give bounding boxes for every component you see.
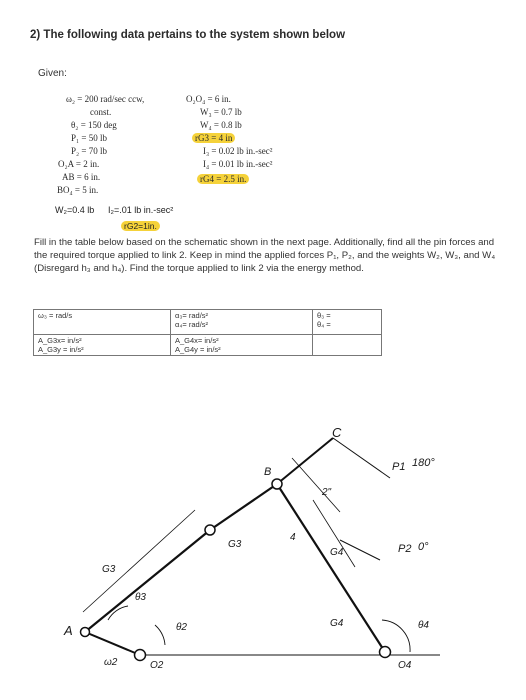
label-p1-angle: 180°	[412, 457, 435, 469]
label-g3-pin: G3	[228, 539, 242, 550]
label-g3-dim: G3	[102, 564, 116, 575]
link-3-upper	[210, 484, 277, 530]
w2-value: W₂=0.4 lb	[55, 205, 95, 215]
link-3-lower	[85, 530, 210, 632]
link-c	[277, 438, 333, 484]
c-dimension-line	[292, 458, 340, 512]
label-o4: O4	[398, 660, 412, 671]
pin-b	[272, 479, 282, 489]
label-b: B	[264, 466, 272, 478]
w4-value: W₄ = 0.8 lb	[200, 120, 242, 130]
p1-value: P₁ = 50 lb	[71, 133, 107, 143]
pin-a	[81, 628, 90, 637]
label-c: C	[332, 425, 342, 440]
label-theta2: θ2	[176, 622, 187, 633]
theta2-value: θ₂ = 150 deg	[71, 120, 117, 130]
p1-arrow	[333, 438, 390, 478]
question-title: 2) The following data pertains to the system shown below	[30, 29, 346, 41]
table-cell-theta[interactable]: θ₃ = θ₄ =	[313, 310, 382, 335]
const-note: const.	[90, 107, 112, 117]
label-g4-dim: G4	[330, 618, 344, 629]
o2a-value: O₂A = 2 in.	[58, 159, 100, 169]
label-a: A	[64, 623, 73, 638]
bo4-value: BO₄ = 5 in.	[57, 185, 99, 195]
given-label: Given:	[38, 68, 67, 79]
label-p1: P1	[392, 461, 406, 473]
label-p2: P2	[398, 543, 412, 555]
table-cell-ag3[interactable]: A_G3x= in/s² A_G3y = in/s²	[34, 335, 171, 356]
i3-value: I₃ = 0.02 lb in.-sec²	[203, 146, 273, 156]
pin-o4	[380, 647, 391, 658]
rg4-value: rG4 = 2.5 in.	[197, 174, 249, 184]
i2-value: I₂=.01 lb in.-sec²	[108, 205, 174, 215]
table-cell-alpha[interactable]: α₃= rad/s² α₄= rad/s²	[171, 310, 313, 335]
p2-value: P₂ = 70 lb	[71, 146, 107, 156]
label-omega2: ω2	[104, 657, 118, 668]
table-cell-omega3[interactable]: ω₃ = rad/s	[34, 310, 171, 335]
label-o2: O2	[150, 660, 164, 671]
link-2	[85, 632, 140, 655]
pin-g3	[205, 525, 215, 535]
p2-arrow	[340, 540, 380, 560]
w3-value: W₃ = 0.7 lb	[200, 107, 242, 117]
label-p2-angle: 0°	[418, 541, 429, 553]
instructions-paragraph: Fill in the table below based on the schematic shown in the next page. Additionally, find all the pin forces and the required torque applied to link 2. Keep in mind the applied forces P₁, P₂, and the weights W₂, W₃, and W₄ (Disregard h₃ and h₄). Find the torque applied to link 2 via the energy method.	[34, 237, 496, 274]
label-theta3: θ3	[135, 592, 146, 603]
o2o4-value: O₂O₄ = 6 in.	[186, 94, 231, 104]
table-cell-ag4[interactable]: A_G4x= in/s² A_G4y = in/s²	[171, 335, 313, 356]
label-4: 4	[290, 532, 296, 543]
rg2-value: rG2=1in.	[121, 221, 160, 231]
label-g4: G4	[330, 547, 344, 558]
i4-value: I₄ = 0.01 lb in.-sec²	[203, 159, 273, 169]
label-2in: 2"	[322, 487, 332, 498]
rg3-value: rG3 = 4 in	[192, 133, 235, 143]
theta2-arc	[155, 625, 165, 645]
omega2-value: ω₂ = 200 rad/sec ccw,	[66, 94, 145, 104]
label-theta4: θ4	[418, 620, 429, 631]
pin-o2	[135, 650, 146, 661]
ab-value: AB = 6 in.	[62, 172, 101, 182]
theta3-arc	[108, 606, 128, 620]
